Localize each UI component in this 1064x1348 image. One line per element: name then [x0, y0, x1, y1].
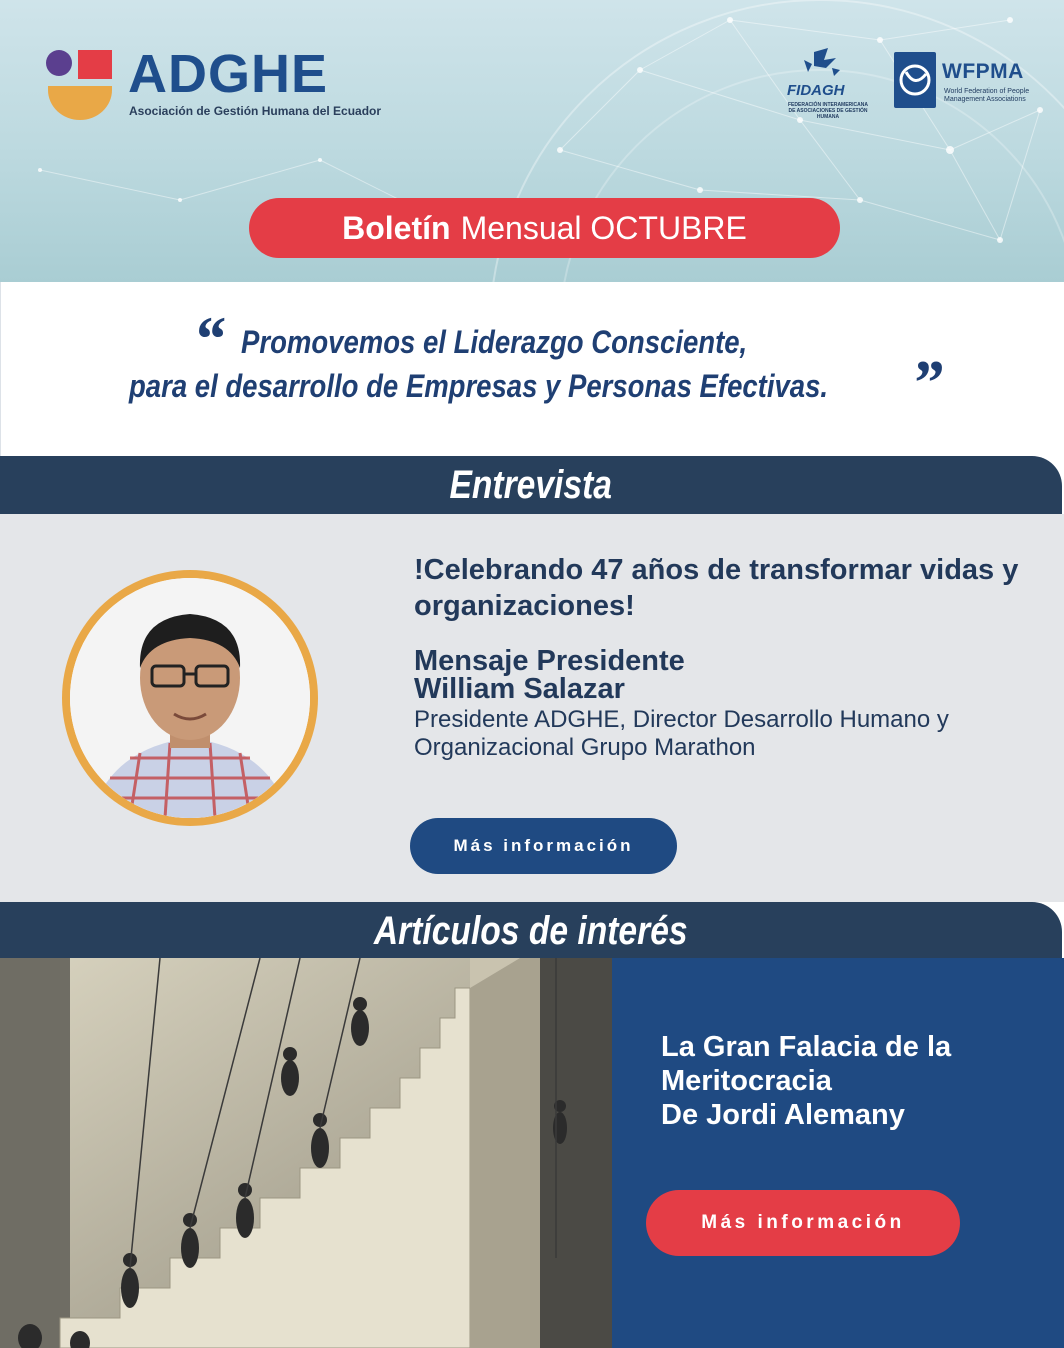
partner-wfpma-subtitle: World Federation of People Management Associations	[944, 88, 1030, 103]
interview-name-line-2: William Salazar	[414, 673, 625, 705]
article-feature-panel	[612, 958, 1064, 1348]
interview-name-line-1: Mensaje Presidente	[414, 645, 685, 677]
bulletin-title-rest: Mensual OCTUBRE	[460, 209, 747, 246]
president-photo	[70, 578, 310, 818]
section-header-interview	[0, 456, 1062, 514]
interview-more-info-button[interactable]: Más información	[410, 818, 677, 874]
wfpma-logo-icon	[894, 52, 936, 108]
section-title-interview: Entrevista	[449, 462, 613, 507]
partner-fidagh-name: FIDAGH	[787, 82, 845, 99]
mission-quote	[0, 282, 1064, 456]
interview-section	[0, 514, 1064, 902]
section-title-articles: Artículos de interés	[374, 908, 688, 953]
quote-line-2: para el desarrollo de Empresas y Personas Efectivas.	[129, 368, 829, 404]
quote-open-mark: “	[193, 303, 225, 374]
bulletin-title-badge	[249, 198, 840, 258]
interview-headline: !Celebrando 47 años de transformar vidas y organizaciones!	[414, 554, 1019, 622]
partner-wfpma-name: WFPMA	[942, 60, 1024, 83]
article-title-line-1: La Gran Falacia de la	[661, 1031, 952, 1063]
quote-line-1: Promovemos el Liderazgo Consciente,	[241, 324, 748, 360]
president-photo-frame	[62, 570, 318, 826]
article-more-info-button[interactable]: Más información	[646, 1190, 960, 1256]
org-name: ADGHE	[128, 44, 329, 104]
article-illustration	[0, 958, 612, 1348]
bulletin-title-bold: Boletín	[342, 209, 451, 246]
partner-fidagh-subtitle: FEDERACIÓN INTERAMERICANA DE ASOCIACIONES DE GESTIÓN HUMANA	[788, 102, 868, 120]
interview-role: Presidente ADGHE, Director Desarrollo Humano y Organizacional Grupo Marathon	[414, 706, 949, 761]
newsletter-header	[0, 0, 1064, 282]
org-fullname: Asociación de Gestión Humana del Ecuador	[129, 104, 382, 118]
article-title	[661, 1030, 1051, 1132]
quote-close-mark: ”	[911, 347, 943, 418]
article-title-line-3: De Jordi Alemany	[661, 1099, 905, 1131]
section-header-articles	[0, 902, 1062, 960]
article-title-line-2: Meritocracia	[661, 1065, 832, 1097]
adghe-logo-icon	[44, 46, 114, 120]
